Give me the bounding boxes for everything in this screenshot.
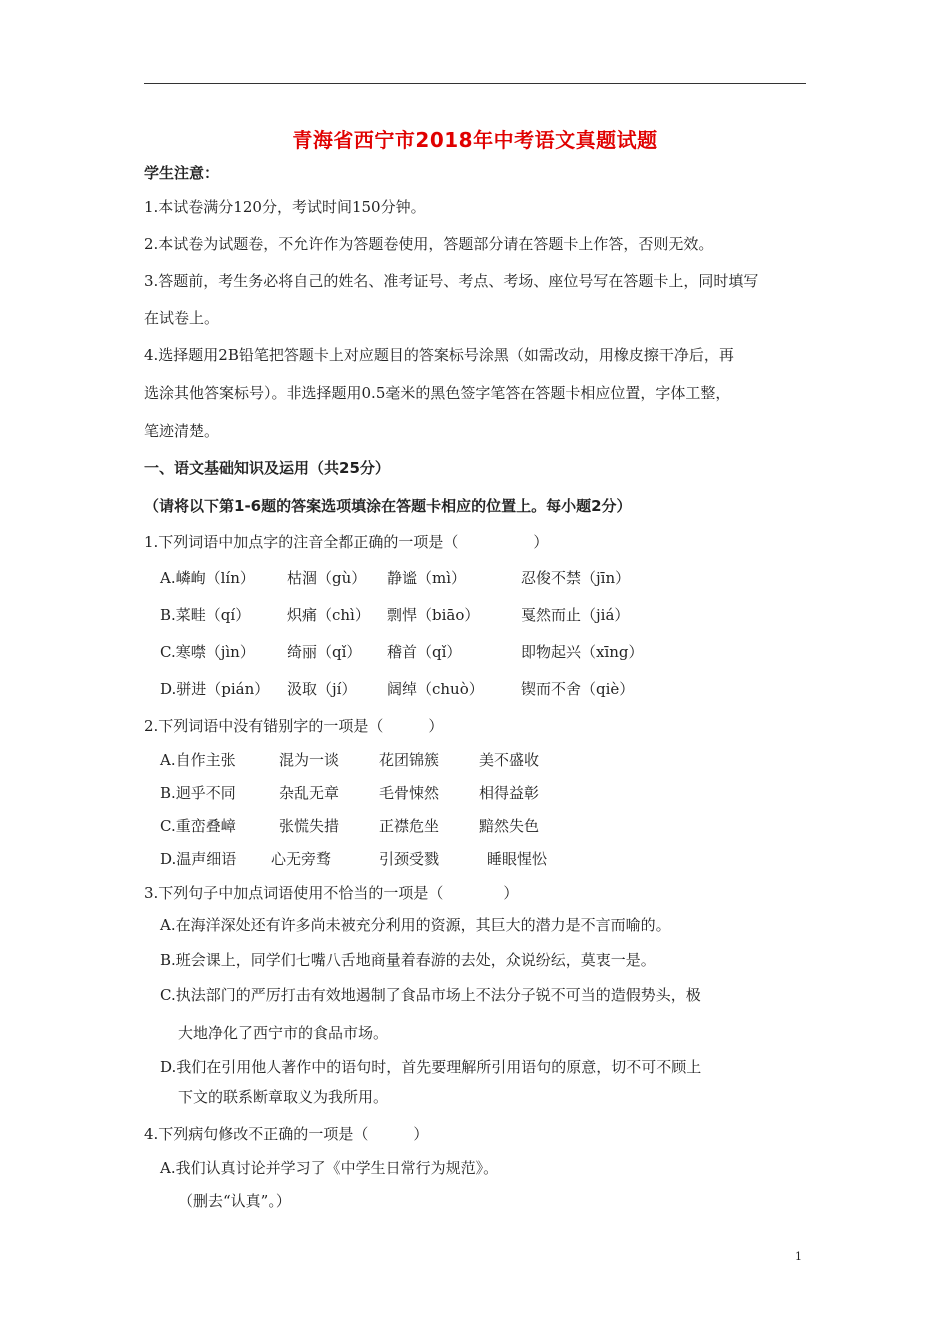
q2-a-word-1: A.自作主张 — [160, 751, 236, 769]
notice-item-2: 2.本试卷为试题卷，不允许作为答题卷使用，答题部分请在答题卡上作答，否则无效。 — [144, 235, 714, 253]
q1-b-word-1: B.菜畦（qí） — [160, 606, 251, 624]
q2-c-word-3: 正襟危坐 — [379, 817, 440, 835]
q1-c-word-1: C.寒噤（jìn） — [160, 643, 255, 661]
q2-a-word-2: 混为一谈 — [279, 751, 340, 769]
q1-c-word-3: 稽首（qǐ） — [387, 643, 462, 661]
q2-d-word-1: D.温声细语 — [160, 850, 237, 868]
notice-item-1: 1.本试卷满分120分，考试时间150分钟。 — [144, 198, 426, 216]
notice-item-4-line2: 选涂其他答案标号）。非选择题用0.5毫米的黑色签字笔答在答题卡相应位置，字体工整， — [144, 384, 731, 402]
q1-d-word-2: 汲取（jí） — [287, 680, 357, 698]
q1-d-word-3: 阔绰（chuò） — [387, 680, 484, 698]
section-1-heading: 一、语文基础知识及运用（共25分） — [144, 459, 390, 477]
q4-option-a: A.我们认真讨论并学习了《中学生日常行为规范》。 — [160, 1159, 499, 1177]
q2-b-word-4: 相得益彰 — [479, 784, 540, 802]
q2-d-word-4: 睡眼惺忪 — [487, 850, 548, 868]
q2-d-word-2: 心无旁骛 — [271, 850, 332, 868]
q1-a-word-2: 枯涸（gù） — [287, 569, 367, 587]
q1-a-word-1: A.嶙峋（lín） — [160, 569, 255, 587]
q3-stem: 3.下列句子中加点词语使用不恰当的一项是（ ） — [144, 884, 519, 902]
header-rule — [144, 83, 806, 84]
notice-item-3-line1: 3.答题前，考生务必将自己的姓名、准考证号、考点、考场、座位号写在答题卡上，同时填写 — [144, 272, 759, 290]
q3-option-b: B.班会课上，同学们七嘴八舌地商量着春游的去处，众说纷纭，莫衷一是。 — [160, 951, 656, 969]
notice-item-3-line2: 在试卷上。 — [144, 309, 220, 327]
notice-item-4-line3: 笔迹清楚。 — [144, 422, 220, 440]
q2-a-word-4: 美不盛收 — [479, 751, 540, 769]
q2-c-word-1: C.重峦叠嶂 — [160, 817, 236, 835]
q1-b-word-3: 剽悍（biāo） — [387, 606, 480, 624]
q1-b-word-2: 炽痛（chì） — [287, 606, 370, 624]
section-1-instruction: （请将以下第1-6题的答案选项填涂在答题卡相应的位置上。每小题2分） — [144, 497, 632, 515]
q1-a-word-3: 静谧（mì） — [387, 569, 467, 587]
q1-c-word-2: 绮丽（qǐ） — [287, 643, 362, 661]
q4-stem: 4.下列病句修改不正确的一项是（ ） — [144, 1125, 429, 1143]
q2-b-word-1: B.迥乎不同 — [160, 784, 236, 802]
notice-heading: 学生注意： — [144, 164, 220, 182]
q4-option-a-fix: （删去“认真”。） — [178, 1192, 291, 1210]
q2-b-word-2: 杂乱无章 — [279, 784, 340, 802]
q3-option-a: A.在海洋深处还有许多尚未被充分利用的资源，其巨大的潜力是不言而喻的。 — [160, 916, 671, 934]
q2-c-word-4: 黯然失色 — [479, 817, 540, 835]
page-number: 1 — [795, 1250, 802, 1263]
q3-option-d-line2: 下文的联系断章取义为我所用。 — [178, 1088, 389, 1106]
q1-b-word-4: 戛然而止（jiá） — [521, 606, 630, 624]
q3-option-c-line2: 大地净化了西宁市的食品市场。 — [178, 1024, 389, 1042]
q2-stem: 2.下列词语中没有错别字的一项是（ ） — [144, 717, 444, 735]
q2-a-word-3: 花团锦簇 — [379, 751, 440, 769]
notice-item-4-line1: 4.选择题用2B铅笔把答题卡上对应题目的答案标号涂黑（如需改动，用橡皮擦干净后，再 — [144, 346, 734, 364]
page-title: 青海省西宁市2018年中考语文真题试题 — [292, 128, 658, 152]
q1-d-word-1: D.骈进（pián） — [160, 680, 270, 698]
q2-d-word-3: 引颈受戮 — [379, 850, 440, 868]
q3-option-d-line1: D.我们在引用他人著作中的语句时，首先要理解所引用语句的原意，切不可不顾上 — [160, 1058, 702, 1076]
q1-a-word-4: 忍俊不禁（jīn） — [521, 569, 631, 587]
q1-c-word-4: 即物起兴（xīng） — [521, 643, 644, 661]
q2-b-word-3: 毛骨悚然 — [379, 784, 440, 802]
q3-option-c-line1: C.执法部门的严厉打击有效地遏制了食品市场上不法分子锐不可当的造假势头，极 — [160, 986, 701, 1004]
q2-c-word-2: 张慌失措 — [279, 817, 340, 835]
q1-d-word-4: 锲而不舍（qiè） — [521, 680, 635, 698]
q1-stem: 1.下列词语中加点字的注音全都正确的一项是（ ） — [144, 533, 549, 551]
